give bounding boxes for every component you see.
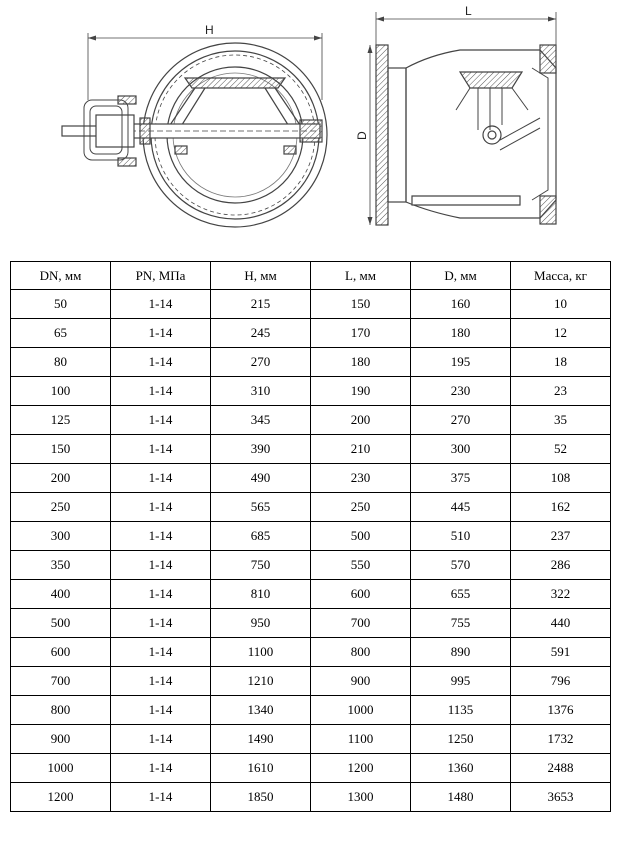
cell-pn: 1-14 xyxy=(111,464,211,493)
cell-l: 150 xyxy=(311,290,411,319)
cell-l: 700 xyxy=(311,609,411,638)
cell-dn: 50 xyxy=(11,290,111,319)
header-d: D, мм xyxy=(411,262,511,290)
cell-l: 1100 xyxy=(311,725,411,754)
dimension-D-label: D xyxy=(355,131,369,140)
cell-h: 390 xyxy=(211,435,311,464)
cell-mass: 796 xyxy=(511,667,611,696)
cell-mass: 52 xyxy=(511,435,611,464)
cell-h: 1610 xyxy=(211,754,311,783)
cell-d: 1250 xyxy=(411,725,511,754)
cell-h: 490 xyxy=(211,464,311,493)
cell-l: 180 xyxy=(311,348,411,377)
cell-pn: 1-14 xyxy=(111,406,211,435)
cell-h: 1490 xyxy=(211,725,311,754)
cell-mass: 12 xyxy=(511,319,611,348)
cell-l: 1200 xyxy=(311,754,411,783)
cell-mass: 10 xyxy=(511,290,611,319)
cell-d: 445 xyxy=(411,493,511,522)
cell-d: 180 xyxy=(411,319,511,348)
dimension-L-label: L xyxy=(465,4,472,18)
cell-l: 500 xyxy=(311,522,411,551)
cell-dn: 800 xyxy=(11,696,111,725)
cell-mass: 237 xyxy=(511,522,611,551)
cell-l: 170 xyxy=(311,319,411,348)
cell-mass: 2488 xyxy=(511,754,611,783)
cell-h: 345 xyxy=(211,406,311,435)
cell-l: 230 xyxy=(311,464,411,493)
cell-dn: 300 xyxy=(11,522,111,551)
cell-d: 300 xyxy=(411,435,511,464)
cell-dn: 1000 xyxy=(11,754,111,783)
cell-h: 685 xyxy=(211,522,311,551)
cell-dn: 250 xyxy=(11,493,111,522)
cell-d: 755 xyxy=(411,609,511,638)
cell-pn: 1-14 xyxy=(111,435,211,464)
cell-mass: 591 xyxy=(511,638,611,667)
table-row xyxy=(11,696,611,725)
cell-dn: 700 xyxy=(11,667,111,696)
cell-mass: 1732 xyxy=(511,725,611,754)
cell-pn: 1-14 xyxy=(111,696,211,725)
cell-d: 230 xyxy=(411,377,511,406)
cell-pn: 1-14 xyxy=(111,667,211,696)
cell-l: 190 xyxy=(311,377,411,406)
cell-h: 810 xyxy=(211,580,311,609)
cell-mass: 23 xyxy=(511,377,611,406)
table-row xyxy=(11,493,611,522)
cell-l: 210 xyxy=(311,435,411,464)
valve-drawing-svg xyxy=(0,0,623,245)
cell-d: 160 xyxy=(411,290,511,319)
cell-dn: 600 xyxy=(11,638,111,667)
cell-pn: 1-14 xyxy=(111,551,211,580)
table-row xyxy=(11,290,611,319)
cell-l: 800 xyxy=(311,638,411,667)
table-row xyxy=(11,667,611,696)
cell-dn: 100 xyxy=(11,377,111,406)
header-l: L, мм xyxy=(311,262,411,290)
cell-d: 270 xyxy=(411,406,511,435)
cell-h: 245 xyxy=(211,319,311,348)
table-row xyxy=(11,609,611,638)
cell-d: 375 xyxy=(411,464,511,493)
cell-dn: 350 xyxy=(11,551,111,580)
table-row xyxy=(11,638,611,667)
cell-mass: 322 xyxy=(511,580,611,609)
table-row xyxy=(11,406,611,435)
table-row xyxy=(11,783,611,812)
cell-dn: 900 xyxy=(11,725,111,754)
technical-drawing xyxy=(0,0,623,245)
cell-dn: 500 xyxy=(11,609,111,638)
cell-l: 1000 xyxy=(311,696,411,725)
cell-d: 510 xyxy=(411,522,511,551)
cell-pn: 1-14 xyxy=(111,638,211,667)
cell-mass: 18 xyxy=(511,348,611,377)
cell-dn: 125 xyxy=(11,406,111,435)
cell-dn: 80 xyxy=(11,348,111,377)
table-row xyxy=(11,348,611,377)
cell-d: 1360 xyxy=(411,754,511,783)
front-view xyxy=(62,33,327,227)
cell-l: 1300 xyxy=(311,783,411,812)
cell-l: 250 xyxy=(311,493,411,522)
cell-mass: 35 xyxy=(511,406,611,435)
table-header-row xyxy=(11,262,611,290)
cell-h: 1340 xyxy=(211,696,311,725)
table-row xyxy=(11,754,611,783)
cell-dn: 65 xyxy=(11,319,111,348)
table-row xyxy=(11,435,611,464)
cell-h: 215 xyxy=(211,290,311,319)
cell-d: 1480 xyxy=(411,783,511,812)
table-row xyxy=(11,725,611,754)
cell-pn: 1-14 xyxy=(111,783,211,812)
cell-d: 890 xyxy=(411,638,511,667)
table-row xyxy=(11,377,611,406)
cell-pn: 1-14 xyxy=(111,754,211,783)
cell-mass: 286 xyxy=(511,551,611,580)
cell-h: 1210 xyxy=(211,667,311,696)
dimension-H-label: H xyxy=(205,23,214,37)
cell-h: 950 xyxy=(211,609,311,638)
table-row xyxy=(11,580,611,609)
cell-dn: 150 xyxy=(11,435,111,464)
cell-pn: 1-14 xyxy=(111,725,211,754)
cell-mass: 162 xyxy=(511,493,611,522)
cell-h: 750 xyxy=(211,551,311,580)
header-dn: DN, мм xyxy=(11,262,111,290)
cell-mass: 440 xyxy=(511,609,611,638)
cell-pn: 1-14 xyxy=(111,319,211,348)
cell-h: 270 xyxy=(211,348,311,377)
cell-dn: 200 xyxy=(11,464,111,493)
cell-pn: 1-14 xyxy=(111,377,211,406)
table-row xyxy=(11,522,611,551)
cell-l: 900 xyxy=(311,667,411,696)
cell-mass: 3653 xyxy=(511,783,611,812)
side-view xyxy=(368,12,557,225)
cell-mass: 1376 xyxy=(511,696,611,725)
table-row xyxy=(11,464,611,493)
header-h: H, мм xyxy=(211,262,311,290)
table-row xyxy=(11,319,611,348)
cell-h: 310 xyxy=(211,377,311,406)
cell-mass: 108 xyxy=(511,464,611,493)
header-pn: PN, МПа xyxy=(111,262,211,290)
cell-h: 565 xyxy=(211,493,311,522)
cell-h: 1850 xyxy=(211,783,311,812)
cell-h: 1100 xyxy=(211,638,311,667)
cell-l: 200 xyxy=(311,406,411,435)
cell-pn: 1-14 xyxy=(111,609,211,638)
cell-l: 600 xyxy=(311,580,411,609)
cell-d: 655 xyxy=(411,580,511,609)
header-mass: Масса, кг xyxy=(511,262,611,290)
table-row xyxy=(11,551,611,580)
cell-l: 550 xyxy=(311,551,411,580)
table-body xyxy=(11,290,611,812)
cell-d: 570 xyxy=(411,551,511,580)
cell-pn: 1-14 xyxy=(111,290,211,319)
cell-d: 195 xyxy=(411,348,511,377)
cell-d: 995 xyxy=(411,667,511,696)
cell-pn: 1-14 xyxy=(111,522,211,551)
cell-pn: 1-14 xyxy=(111,348,211,377)
cell-dn: 1200 xyxy=(11,783,111,812)
cell-dn: 400 xyxy=(11,580,111,609)
cell-pn: 1-14 xyxy=(111,580,211,609)
cell-d: 1135 xyxy=(411,696,511,725)
cell-pn: 1-14 xyxy=(111,493,211,522)
specification-table xyxy=(10,261,611,812)
